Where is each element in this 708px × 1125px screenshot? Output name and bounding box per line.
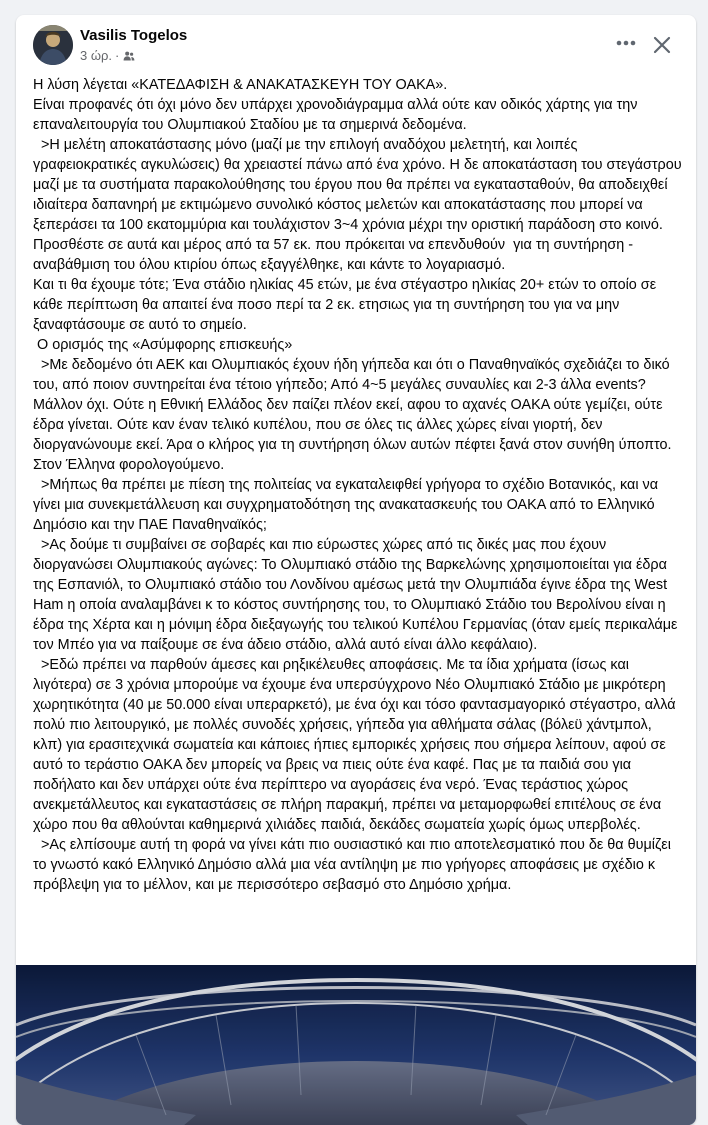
post-paragraph: Είναι προφανές ότι όχι μόνο δεν υπάρχει χρονοδιάγραμμα αλλά ούτε καν οδικός χάρτης για την επαναλειτουργία του Ολυμπιακού Σταδίου με τα σημερινά δεδομένα.: [33, 97, 642, 133]
post-time[interactable]: 3 ώρ.: [80, 48, 112, 63]
post-paragraph: >Ας ελπίσουμε αυτή τη φορά να γίνει κάτι πιο ουσιαστικό και πιο αποτελεσματικό που δε θα θυμίζει το γνωστό κακό Ελληνικό Δημόσιο αλλά μια νέα αντίληψη με πιο γρήγορες αποφάσεις με σχέδιο κ πρόβλεψη για το μέλλον, και με περισσότερο σεβασμό στο Δημόσιο χρήμα.: [33, 837, 675, 893]
post-photo[interactable]: [16, 965, 696, 1125]
post-paragraph: >Η μελέτη αποκατάστασης μόνο (μαζί με την επιλογή αναδόχου μελετητή, και λοιπές γραφειοκρατικές αγκυλώσεις) θα χρειαστεί πάνω από ένα χρόνο. Η δε αποκατάσταση του στεγάστρου μαζί με τα συστήματα παρακολούθησης του έργου που θα πρέπει να εγκατασταθούν, θα αποδειχθεί ιδιαίτερα δαπανηρή με εκτιμώμενο συνολικό κόστος μελετών και αποκατάστασης που μπορεί να ξεπεράσει τα 100 εκατομμύρια και τουλάχιστον 3~4 χρόνια μέχρι την οριστική παράδοση στο κοινό. Προσθέστε σε αυτά και μέρος από τα 57 εκ. που πρόκειται να επενδυθούν για τη συντήρηση - αναβάθμιση του όλου κτιρίου όπως εξαγγέλθηκε, και κάντε το λογαριασμό.: [33, 137, 686, 273]
post-paragraph: Και τι θα έχουμε τότε; Ένα στάδιο ηλικίας 45 ετών, με ένα στέγαστρο ηλικίας 20+ ετών το οποίο σε κάθε περίπτωση θα απαιτεί ένα ποσο περί τα 2 εκ. ετησιως για τη συντήρηση του για να μην ξαναφτάσουμε σε αυτό το σημείο.: [33, 277, 661, 333]
friends-icon[interactable]: [123, 50, 135, 62]
post-paragraph: Η λύση λέγεται «ΚΑΤΕΔΑΦΙΣΗ & ΑΝΑΚΑΤΑΣΚΕΥΗ ΤΟΥ ΟΑΚΑ».: [33, 77, 448, 93]
post-paragraph: >Με δεδομένο ότι ΑΕΚ και Ολυμπιακός έχουν ήδη γήπεδα και ότι ο Παναθηναϊκός σχεδιάζει το δικό του, από ποιον συντηρείται ένα τέτοιο γήπεδο; Από 4~5 μεγάλες συναυλίες και 2-3 άλλα events? Μάλλον όχι. Ούτε η Εθνική Ελλάδος δεν παίζει πλέον εκεί, αφου το αχανές ΟΑΚΑ ούτε γεμίζει, ούτε έδρα γίνεται. Ούτε καν έναν τελικό κυπέλου, που σε όλες τις άλλες χώρες είναι γιορτή, δεν διοργανώνουμε εκεί. Άρα ο κλήρος για τη συντήρηση όλων αυτών πέφτει ξανά στον συνήθη ύποπτο. Στον Έλληνα φορολογούμενο.: [33, 357, 676, 473]
more-options-icon[interactable]: [610, 31, 642, 55]
meta-separator: ·: [115, 48, 120, 63]
post-text: [33, 75, 686, 895]
post-paragraph: >Εδώ πρέπει να παρθούν άμεσες και ρηξικέλευθες αποφάσεις. Με τα ίδια χρήματα (ίσως και λιγότερα) σε 3 χρόνια μπορούμε να έχουμε ένα υπερσύγχρονο Νέο Ολυμπιακό Στάδιο με μικρότερη χωρητικότητα (40 με 50.000 είναι υπεραρκετό), με ένα όχι και τόσο φαντασμαγορικό στέγαστρο, αλλά πολύ πιο λειτουργικό, με πολλές συνοδές χρήσεις, γήπεδα για αθλήματα σάλας (βόλεϋ χάντμπολ, κλπ) για ερασιτεχνικά σωματεία και κάποιες ήπιες εμπορικές χρήσεις που σήμερα λείπουν, αφού σε αυτό το τεράστιο ΟΑΚΑ δεν μπορείς να βρεις να πιεις ούτε ένα καφέ. Πας με τα παιδιά σου για ποδήλατο και δεν υπάρχει ούτε ένα περίπτερο να αγοράσεις ένα νερό. Ένας τεράστιος χώρος ανεκμετάλλευτος και εγκαταστάσεις σε πλήρη παρακμή, πρέπει να μεταμορφωθεί επιτέλους σε ένα χώρο που θα αθλούνται καθημερινά χιλιάδες παιδιά, δεκάδες σωματεία χωρίς όμως υπερβολές.: [33, 657, 680, 833]
author-avatar[interactable]: [33, 25, 73, 65]
post-meta: [80, 48, 135, 64]
post-paragraph: >Ας δούμε τι συμβαίνει σε σοβαρές και πιο εύρωστες χώρες από τις δικές μας που έχουν διοργανώσει Ολυμπιακούς αγώνες: Το Ολυμπιακό στάδιο της Βαρκελώνης χρησιμοποιείται για έδρα της Εσπανιόλ, το Ολυμπιακό στάδιο του Λονδίνου αμέσως μετά την Ολυμπιάδα έγινε έδρα της West Ham η οποία αναλαμβάνει κ το κόστος συντήρησης του, το Ολυμπιακό Στάδιο του Βερολίνου είναι η έδρα της Χέρτα και η μόνιμη έδρα διεξαγωγής του τελικού Κυπέλου Γερμανίας (όταν εμείς περικαλάμε τον Μπέο για να παίξουμε σε ένα άδειο στάδιο, αλλά αυτό είναι άλλο κεφάλαιο).: [33, 537, 682, 653]
post-card: [16, 15, 696, 1125]
post-paragraph: Ο ορισμός της «Ασύμφορης επισκευής»: [33, 337, 293, 353]
author-name[interactable]: Vasilis Togelos: [80, 27, 188, 44]
post-paragraph: >Μήπως θα πρέπει με πίεση της πολιτείας να εγκαταλειφθεί γρήγορα το σχέδιο Βοτανικός, και να γίνει μια συνεκμετάλλευση και συγχρηματοδότηση της ανακατασκευής του ΟΑΚΑ από το Ελληνικό Δημόσιο και την ΠΑΕ Παναθηναϊκός;: [33, 477, 663, 533]
close-icon[interactable]: [648, 31, 676, 59]
post-header: [16, 15, 696, 71]
